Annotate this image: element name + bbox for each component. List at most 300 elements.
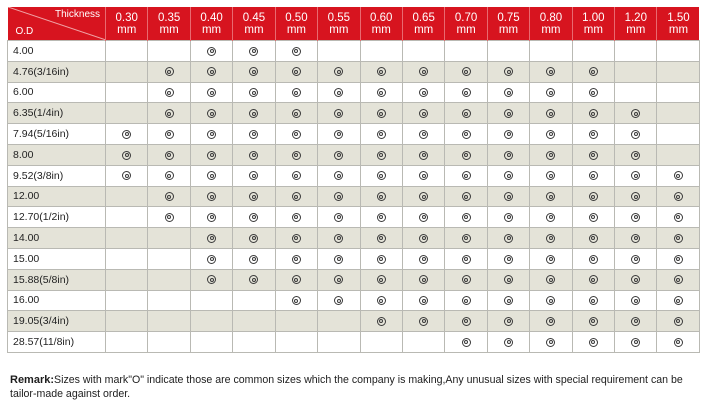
- double-circle-icon: [674, 296, 683, 305]
- availability-cell: [148, 311, 190, 332]
- thickness-header-cell: [657, 7, 699, 41]
- availability-cell: [233, 61, 275, 82]
- availability-cell: [360, 207, 402, 228]
- availability-cell: [487, 311, 529, 332]
- availability-cell: [572, 311, 614, 332]
- availability-cell: [275, 207, 317, 228]
- double-circle-icon: [377, 88, 386, 97]
- thickness-unit: mm: [583, 23, 603, 36]
- availability-cell: [190, 248, 232, 269]
- availability-cell: [360, 61, 402, 82]
- availability-cell: [615, 248, 657, 269]
- od-cell: 16.00: [8, 290, 106, 311]
- availability-cell: [530, 311, 572, 332]
- od-cell: 6.35(1/4in): [8, 103, 106, 124]
- availability-cell: [445, 248, 487, 269]
- availability-cell: [148, 41, 190, 62]
- double-circle-icon: [589, 192, 598, 201]
- availability-cell: [615, 186, 657, 207]
- double-circle-icon: [504, 234, 513, 243]
- double-circle-icon: [292, 234, 301, 243]
- double-circle-icon: [249, 171, 258, 180]
- availability-cell: [318, 269, 360, 290]
- double-circle-icon: [674, 317, 683, 326]
- availability-cell: [572, 290, 614, 311]
- availability-cell: [572, 144, 614, 165]
- availability-cell: [530, 61, 572, 82]
- double-circle-icon: [504, 88, 513, 97]
- availability-cell: [530, 290, 572, 311]
- availability-cell: [360, 269, 402, 290]
- availability-cell: [615, 311, 657, 332]
- availability-cell: [190, 144, 232, 165]
- double-circle-icon: [631, 151, 640, 160]
- double-circle-icon: [631, 338, 640, 347]
- availability-cell: [106, 82, 148, 103]
- availability-cell: [615, 332, 657, 353]
- double-circle-icon: [419, 213, 428, 222]
- double-circle-icon: [674, 192, 683, 201]
- availability-cell: [275, 248, 317, 269]
- double-circle-icon: [249, 192, 258, 201]
- remark-note: [10, 373, 700, 401]
- double-circle-icon: [377, 151, 386, 160]
- double-circle-icon: [674, 213, 683, 222]
- availability-cell: [275, 332, 317, 353]
- availability-cell: [572, 248, 614, 269]
- double-circle-icon: [419, 275, 428, 284]
- thickness-value: 0.75: [497, 11, 520, 24]
- double-circle-icon: [504, 192, 513, 201]
- availability-cell: [615, 82, 657, 103]
- double-circle-icon: [546, 67, 555, 76]
- availability-cell: [572, 61, 614, 82]
- header-row: [8, 7, 700, 41]
- availability-cell: [233, 248, 275, 269]
- availability-cell: [275, 41, 317, 62]
- double-circle-icon: [207, 213, 216, 222]
- double-circle-icon: [674, 338, 683, 347]
- double-circle-icon: [249, 130, 258, 139]
- double-circle-icon: [546, 234, 555, 243]
- od-label: O.D: [15, 26, 34, 37]
- availability-cell: [445, 165, 487, 186]
- thickness-header-cell: [615, 7, 657, 41]
- availability-cell: [530, 124, 572, 145]
- double-circle-icon: [589, 88, 598, 97]
- table-row: [8, 124, 700, 145]
- double-circle-icon: [207, 255, 216, 264]
- availability-cell: [615, 103, 657, 124]
- availability-cell: [318, 144, 360, 165]
- double-circle-icon: [462, 317, 471, 326]
- double-circle-icon: [631, 234, 640, 243]
- thickness-value: 0.50: [285, 11, 308, 24]
- availability-cell: [657, 269, 699, 290]
- availability-cell: [360, 332, 402, 353]
- availability-cell: [360, 248, 402, 269]
- table-row: [8, 311, 700, 332]
- availability-cell: [572, 103, 614, 124]
- double-circle-icon: [165, 109, 174, 118]
- double-circle-icon: [165, 67, 174, 76]
- availability-cell: [487, 228, 529, 249]
- availability-cell: [233, 165, 275, 186]
- thickness-header-cell: [487, 7, 529, 41]
- double-circle-icon: [292, 255, 301, 264]
- availability-cell: [233, 332, 275, 353]
- availability-cell: [275, 82, 317, 103]
- double-circle-icon: [249, 234, 258, 243]
- od-cell: 19.05(3/4in): [8, 311, 106, 332]
- availability-cell: [657, 41, 699, 62]
- double-circle-icon: [674, 234, 683, 243]
- availability-cell: [190, 207, 232, 228]
- thickness-value: 0.45: [242, 11, 266, 24]
- double-circle-icon: [419, 88, 428, 97]
- availability-cell: [657, 186, 699, 207]
- availability-cell: [657, 82, 699, 103]
- double-circle-icon: [462, 213, 471, 222]
- double-circle-icon: [377, 255, 386, 264]
- thickness-header-cell: [190, 7, 232, 41]
- double-circle-icon: [334, 296, 343, 305]
- double-circle-icon: [122, 130, 131, 139]
- availability-cell: [275, 165, 317, 186]
- availability-cell: [615, 124, 657, 145]
- double-circle-icon: [207, 192, 216, 201]
- thickness-value: 0.55: [327, 11, 351, 24]
- double-circle-icon: [334, 88, 343, 97]
- availability-cell: [530, 228, 572, 249]
- availability-cell: [615, 228, 657, 249]
- double-circle-icon: [207, 67, 216, 76]
- double-circle-icon: [504, 67, 513, 76]
- thickness-header-cell: [445, 7, 487, 41]
- double-circle-icon: [631, 296, 640, 305]
- thickness-unit: mm: [414, 23, 434, 36]
- double-circle-icon: [631, 213, 640, 222]
- od-cell: 6.00: [8, 82, 106, 103]
- availability-cell: [106, 61, 148, 82]
- double-circle-icon: [377, 213, 386, 222]
- availability-cell: [572, 124, 614, 145]
- table-row: [8, 332, 700, 353]
- availability-cell: [657, 124, 699, 145]
- double-circle-icon: [419, 67, 428, 76]
- double-circle-icon: [462, 109, 471, 118]
- availability-cell: [445, 82, 487, 103]
- thickness-unit: mm: [626, 23, 646, 36]
- availability-cell: [657, 61, 699, 82]
- availability-cell: [190, 103, 232, 124]
- availability-cell: [106, 269, 148, 290]
- double-circle-icon: [546, 109, 555, 118]
- availability-cell: [106, 165, 148, 186]
- double-circle-icon: [546, 275, 555, 284]
- availability-cell: [360, 124, 402, 145]
- availability-cell: [106, 41, 148, 62]
- double-circle-icon: [546, 130, 555, 139]
- availability-cell: [487, 290, 529, 311]
- thickness-header-cell: [402, 7, 444, 41]
- availability-cell: [233, 228, 275, 249]
- remark-text: Sizes with mark"O" indicate those are common sizes which the company is making,Any unusual sizes with special requirement can be tailor-made against order.: [10, 374, 683, 400]
- availability-cell: [148, 207, 190, 228]
- double-circle-icon: [377, 296, 386, 305]
- double-circle-icon: [462, 338, 471, 347]
- availability-cell: [615, 290, 657, 311]
- table-row: [8, 165, 700, 186]
- od-cell: 12.00: [8, 186, 106, 207]
- double-circle-icon: [589, 109, 598, 118]
- availability-cell: [487, 61, 529, 82]
- availability-cell: [318, 41, 360, 62]
- double-circle-icon: [504, 109, 513, 118]
- double-circle-icon: [462, 255, 471, 264]
- double-circle-icon: [462, 130, 471, 139]
- availability-cell: [275, 228, 317, 249]
- double-circle-icon: [546, 171, 555, 180]
- availability-cell: [233, 207, 275, 228]
- double-circle-icon: [249, 151, 258, 160]
- availability-cell: [360, 228, 402, 249]
- availability-cell: [106, 207, 148, 228]
- double-circle-icon: [165, 151, 174, 160]
- double-circle-icon: [419, 151, 428, 160]
- availability-cell: [106, 332, 148, 353]
- availability-cell: [148, 228, 190, 249]
- availability-cell: [106, 144, 148, 165]
- availability-cell: [402, 144, 444, 165]
- double-circle-icon: [249, 67, 258, 76]
- double-circle-icon: [292, 192, 301, 201]
- double-circle-icon: [292, 88, 301, 97]
- availability-cell: [318, 165, 360, 186]
- double-circle-icon: [589, 67, 598, 76]
- double-circle-icon: [546, 88, 555, 97]
- availability-cell: [402, 207, 444, 228]
- availability-cell: [445, 228, 487, 249]
- availability-cell: [275, 124, 317, 145]
- thickness-value: 0.40: [200, 11, 223, 24]
- double-circle-icon: [674, 275, 683, 284]
- availability-cell: [190, 82, 232, 103]
- availability-cell: [402, 82, 444, 103]
- double-circle-icon: [504, 130, 513, 139]
- double-circle-icon: [249, 275, 258, 284]
- double-circle-icon: [546, 338, 555, 347]
- availability-cell: [106, 311, 148, 332]
- double-circle-icon: [631, 317, 640, 326]
- availability-cell: [360, 144, 402, 165]
- availability-cell: [233, 124, 275, 145]
- thickness-unit: mm: [668, 23, 689, 36]
- double-circle-icon: [589, 151, 598, 160]
- availability-cell: [233, 41, 275, 62]
- table-row: [8, 290, 700, 311]
- availability-cell: [190, 290, 232, 311]
- availability-cell: [148, 82, 190, 103]
- double-circle-icon: [462, 234, 471, 243]
- double-circle-icon: [249, 88, 258, 97]
- size-chart: [7, 7, 699, 353]
- double-circle-icon: [419, 109, 428, 118]
- availability-cell: [615, 165, 657, 186]
- double-circle-icon: [631, 130, 640, 139]
- availability-cell: [487, 186, 529, 207]
- availability-cell: [275, 186, 317, 207]
- double-circle-icon: [504, 255, 513, 264]
- availability-cell: [318, 186, 360, 207]
- double-circle-icon: [249, 255, 258, 264]
- availability-cell: [657, 248, 699, 269]
- double-circle-icon: [504, 296, 513, 305]
- availability-cell: [190, 186, 232, 207]
- availability-cell: [530, 207, 572, 228]
- double-circle-icon: [334, 255, 343, 264]
- double-circle-icon: [589, 255, 598, 264]
- availability-cell: [402, 124, 444, 145]
- availability-cell: [657, 228, 699, 249]
- table-body: [8, 41, 700, 353]
- thickness-value: 0.30: [115, 11, 138, 24]
- availability-cell: [190, 124, 232, 145]
- availability-cell: [106, 124, 148, 145]
- availability-cell: [233, 269, 275, 290]
- thickness-unit: mm: [371, 23, 391, 36]
- double-circle-icon: [334, 109, 343, 118]
- double-circle-icon: [546, 255, 555, 264]
- availability-cell: [148, 269, 190, 290]
- double-circle-icon: [292, 171, 301, 180]
- od-cell: 8.00: [8, 144, 106, 165]
- availability-cell: [487, 332, 529, 353]
- thickness-value: 1.00: [582, 11, 605, 24]
- double-circle-icon: [504, 338, 513, 347]
- double-circle-icon: [377, 67, 386, 76]
- thickness-header-cell: [360, 7, 402, 41]
- double-circle-icon: [207, 47, 216, 56]
- table-row: [8, 269, 700, 290]
- double-circle-icon: [674, 171, 683, 180]
- availability-cell: [190, 311, 232, 332]
- availability-cell: [360, 82, 402, 103]
- availability-cell: [275, 144, 317, 165]
- double-circle-icon: [292, 109, 301, 118]
- double-circle-icon: [292, 47, 301, 56]
- availability-cell: [318, 228, 360, 249]
- availability-cell: [360, 103, 402, 124]
- availability-cell: [445, 124, 487, 145]
- double-circle-icon: [292, 213, 301, 222]
- availability-cell: [402, 269, 444, 290]
- availability-cell: [402, 61, 444, 82]
- availability-cell: [402, 186, 444, 207]
- double-circle-icon: [249, 109, 258, 118]
- availability-cell: [615, 269, 657, 290]
- double-circle-icon: [292, 296, 301, 305]
- availability-cell: [445, 103, 487, 124]
- double-circle-icon: [631, 109, 640, 118]
- availability-cell: [275, 290, 317, 311]
- availability-cell: [615, 207, 657, 228]
- thickness-value: 1.50: [667, 11, 690, 24]
- availability-cell: [190, 269, 232, 290]
- table-row: [8, 144, 700, 165]
- availability-cell: [530, 82, 572, 103]
- table-row: [8, 186, 700, 207]
- od-cell: 4.00: [8, 41, 106, 62]
- double-circle-icon: [419, 192, 428, 201]
- od-cell: 12.70(1/2in): [8, 207, 106, 228]
- double-circle-icon: [292, 275, 301, 284]
- double-circle-icon: [165, 192, 174, 201]
- double-circle-icon: [589, 317, 598, 326]
- od-cell: 4.76(3/16in): [8, 61, 106, 82]
- double-circle-icon: [589, 234, 598, 243]
- availability-cell: [190, 41, 232, 62]
- availability-cell: [360, 311, 402, 332]
- double-circle-icon: [122, 171, 131, 180]
- double-circle-icon: [165, 130, 174, 139]
- availability-cell: [106, 290, 148, 311]
- availability-cell: [233, 103, 275, 124]
- thickness-header-cell: [106, 7, 148, 41]
- table-row: [8, 207, 700, 228]
- table-row: [8, 41, 700, 62]
- double-circle-icon: [334, 67, 343, 76]
- table-row: [8, 248, 700, 269]
- availability-cell: [572, 186, 614, 207]
- double-circle-icon: [419, 255, 428, 264]
- availability-cell: [445, 269, 487, 290]
- double-circle-icon: [546, 151, 555, 160]
- availability-cell: [360, 290, 402, 311]
- thickness-unit: mm: [244, 23, 264, 36]
- availability-cell: [318, 290, 360, 311]
- thickness-unit: mm: [329, 23, 349, 36]
- availability-cell: [572, 82, 614, 103]
- availability-cell: [487, 269, 529, 290]
- double-circle-icon: [462, 296, 471, 305]
- availability-cell: [318, 124, 360, 145]
- availability-cell: [657, 311, 699, 332]
- double-circle-icon: [207, 171, 216, 180]
- table-row: [8, 61, 700, 82]
- availability-cell: [657, 103, 699, 124]
- availability-cell: [402, 248, 444, 269]
- availability-cell: [360, 165, 402, 186]
- double-circle-icon: [504, 317, 513, 326]
- double-circle-icon: [377, 234, 386, 243]
- availability-cell: [190, 228, 232, 249]
- double-circle-icon: [462, 67, 471, 76]
- double-circle-icon: [631, 275, 640, 284]
- thickness-header-cell: [148, 7, 190, 41]
- availability-cell: [402, 165, 444, 186]
- thickness-value: 0.35: [157, 11, 181, 24]
- thickness-unit: mm: [159, 23, 179, 36]
- availability-cell: [402, 41, 444, 62]
- double-circle-icon: [419, 171, 428, 180]
- double-circle-icon: [589, 213, 598, 222]
- availability-cell: [148, 248, 190, 269]
- double-circle-icon: [207, 130, 216, 139]
- availability-cell: [233, 311, 275, 332]
- availability-cell: [572, 332, 614, 353]
- availability-cell: [148, 61, 190, 82]
